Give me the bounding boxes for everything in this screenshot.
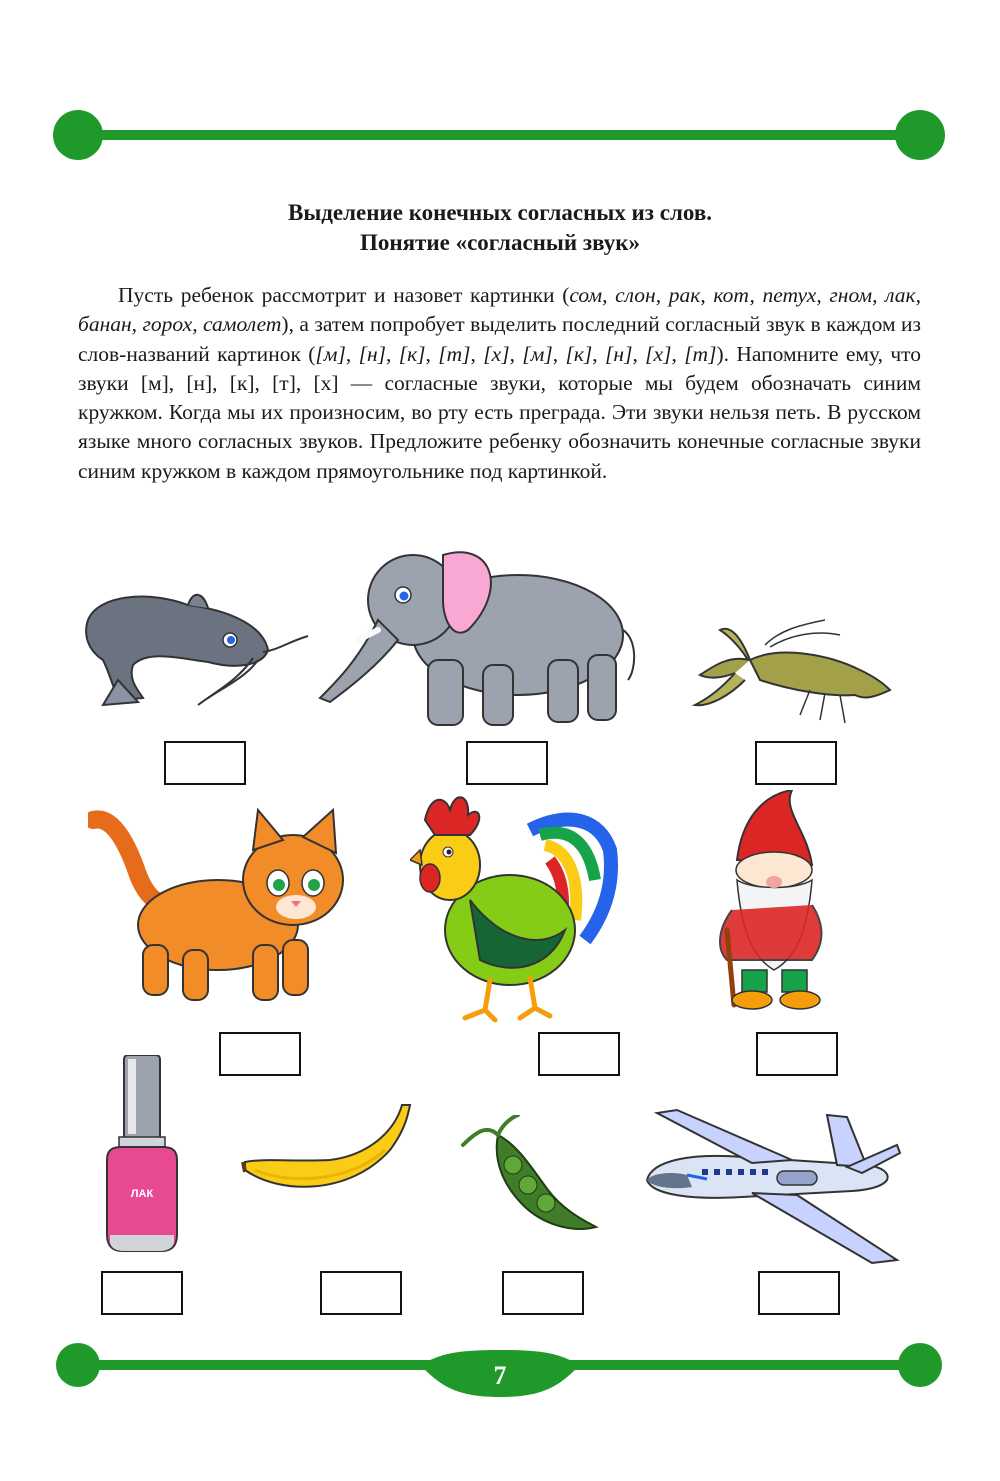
nail-polish-icon (102, 1055, 182, 1255)
sound-9: [х] (645, 341, 672, 366)
answer-box-airplane[interactable] (758, 1271, 840, 1315)
answer-box-banana[interactable] (320, 1271, 402, 1315)
para-text-2: ), а затем попробует выделить последний согласный звук в каждом из слов-названий картинок ( (78, 312, 921, 366)
airplane-icon (632, 1105, 902, 1265)
sound-3: [к] (398, 341, 426, 366)
answer-box-catfish[interactable] (164, 741, 246, 785)
sound-2: [н] (358, 341, 387, 366)
elephant-icon (318, 530, 648, 730)
crayfish-icon (690, 615, 900, 730)
sound-1: [м] (315, 341, 346, 366)
sep-8: , (632, 341, 646, 366)
gnome-icon (712, 790, 842, 1015)
picture-words: сом, слон, рак, кот, петух, гном, лак, банан, горох, самолет (78, 283, 921, 337)
sound-6: [м] (522, 341, 553, 366)
page-title (100, 198, 900, 258)
answer-box-peas[interactable] (502, 1271, 584, 1315)
sep-9: , (671, 341, 685, 366)
sep-2: , (386, 341, 399, 366)
sep-5: , (509, 341, 523, 366)
answer-box-crayfish[interactable] (755, 741, 837, 785)
answer-box-nail-polish[interactable] (101, 1271, 183, 1315)
title-line-2: Понятие «согласный звук» (359, 230, 641, 255)
rooster-icon (410, 790, 620, 1025)
sound-10: [т] (684, 341, 717, 366)
para-text-3: ). Напомните ему, что звуки [м], [н], [к], [т], [х] — согласные звуки, которые мы будем обозначать синим кружком. Когда мы их произносим, во рту есть преграда. Эти звуки нельзя петь. В русском языке много согласных звуков. Предложите ребенку обозначить конечные согласные звуки синим кружком в каждом прямоугольнике под картинкой. (78, 341, 922, 483)
page-number: 7 (493, 1361, 507, 1390)
sep-7: , (592, 341, 606, 366)
cat-icon (88, 805, 358, 1005)
answer-box-elephant[interactable] (466, 741, 548, 785)
answer-box-gnome[interactable] (756, 1032, 838, 1076)
nail-polish-label: ЛАК (130, 1188, 154, 1200)
answer-box-rooster[interactable] (538, 1032, 620, 1076)
sound-4: [т] (438, 341, 471, 366)
top-decorative-bar (0, 105, 1000, 165)
catfish-icon (78, 580, 314, 710)
sep-6: , (552, 341, 566, 366)
sep-3: , (425, 341, 439, 366)
sound-8: [н] (605, 341, 633, 366)
instruction-paragraph (78, 281, 921, 486)
para-text-1: Пусть ребенок рассмотрит и назовет картинки ( (118, 283, 570, 307)
sep-1: , (345, 341, 359, 366)
sound-5: [х] (483, 341, 510, 366)
peas-icon (458, 1115, 600, 1235)
title-line-1: Выделение конечных согласных из слов. (288, 200, 712, 225)
sound-7: [к] (565, 341, 593, 366)
sep-4: , (470, 341, 484, 366)
answer-box-cat[interactable] (219, 1032, 301, 1076)
banana-icon (240, 1100, 416, 1200)
